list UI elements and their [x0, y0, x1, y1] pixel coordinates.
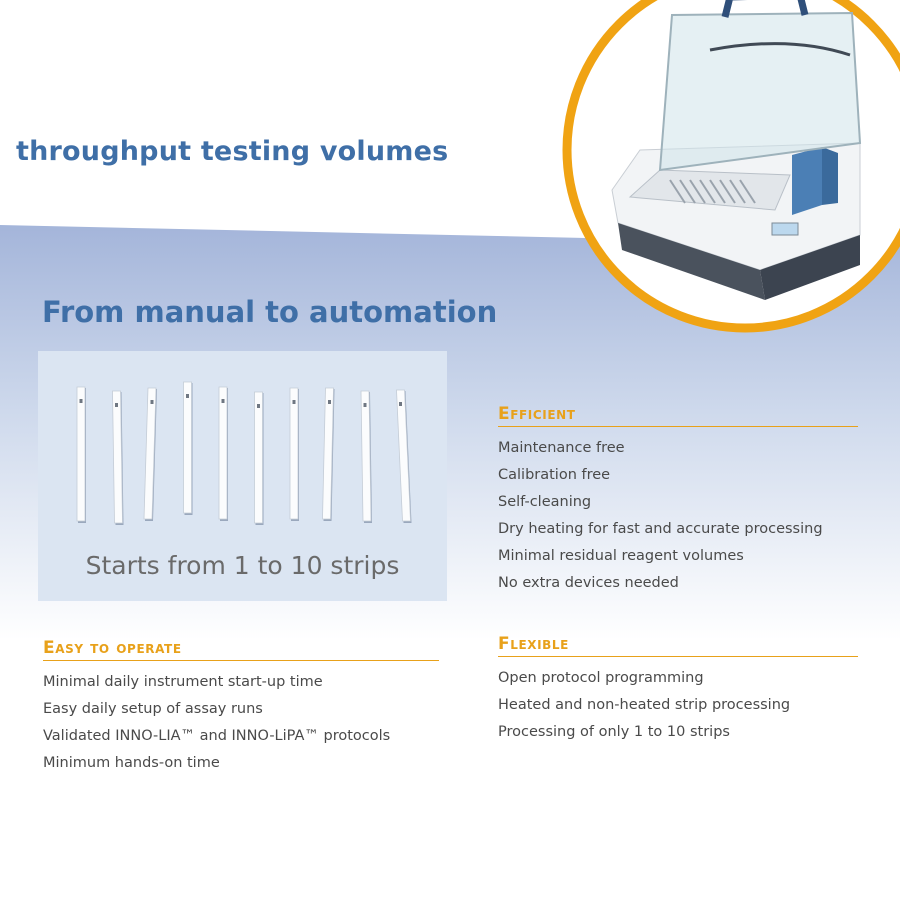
flexible-section — [498, 634, 858, 746]
list-item: Minimum hands-on time — [43, 755, 220, 771]
list-item: Open protocol programming — [498, 670, 704, 686]
list-item: No extra devices needed — [498, 575, 679, 591]
list-item: Validated INNO-LIA™ and INNO-LiPA™ protocols — [43, 728, 391, 744]
efficient-section — [498, 404, 858, 597]
test-strip — [77, 387, 86, 523]
efficient-heading: Efficient — [498, 404, 858, 427]
test-strip — [255, 392, 264, 525]
list-item: Maintenance free — [498, 440, 625, 456]
list-item: Dry heating for fast and accurate processing — [498, 521, 823, 537]
list-item: Heated and non-heated strip processing — [498, 697, 791, 713]
easy-list — [43, 669, 439, 777]
list-item: Self-cleaning — [498, 494, 592, 510]
strip-processor-device-image — [560, 0, 900, 335]
flexible-list — [498, 665, 858, 746]
test-strip — [144, 388, 157, 521]
list-item: Minimal residual reagent volumes — [498, 548, 744, 564]
headline: throughput testing volumes — [16, 136, 449, 167]
easy-heading: Easy to operate — [43, 638, 439, 661]
test-strip — [323, 388, 335, 521]
test-strip — [113, 391, 124, 525]
efficient-list — [498, 435, 858, 597]
list-item: Minimal daily instrument start-up time — [43, 674, 323, 690]
easy-section — [43, 638, 439, 777]
test-strip — [184, 382, 193, 515]
list-item: Easy daily setup of assay runs — [43, 701, 263, 717]
test-strip — [219, 387, 228, 521]
test-strip — [290, 388, 299, 521]
flexible-heading: Flexible — [498, 634, 858, 657]
list-item: Calibration free — [498, 467, 611, 483]
test-strip — [361, 391, 372, 523]
strip-panel — [38, 351, 447, 601]
strip-caption: Starts from 1 to 10 strips — [85, 551, 400, 580]
strips-illustration — [38, 351, 447, 551]
section-title: From manual to automation — [42, 295, 498, 329]
test-strip — [397, 390, 412, 523]
list-item: Processing of only 1 to 10 strips — [498, 724, 730, 740]
